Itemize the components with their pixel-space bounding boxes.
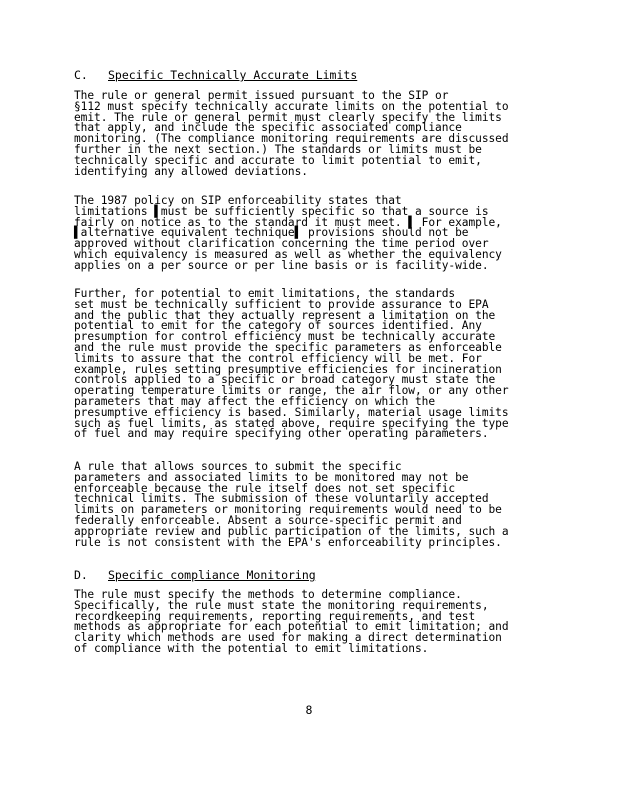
paragraph-c-1: The rule or general permit issued pursuant to the SIP or §112 must specify technically accurate limits on the potential to emit. The rule or general permit must clearly specify the limits that apply, and include the specific associated compliance monitoring. (The compliance monitoring requirements are discussed further in the next section.) The standards or limits must be technically specific and accurate to limit potential to emit, identifying any allowed deviations. <box>74 89 509 178</box>
section-c-heading <box>74 68 357 82</box>
section-d-heading <box>74 568 316 582</box>
page-number: 8 <box>305 703 313 717</box>
paragraph-c-4: A rule that allows sources to submit the specific parameters and associated limits to be monitored may not be enforceable because the rule itself does not set specific technical limits. The submission of these voluntarily accepted limits on parameters or monitoring requirements would need to be federally enforceable. Absent a source-specific permit and appropriate review and public participation of the limits, such a rule is not consistent with the EPA's enforceability principles. <box>74 460 509 549</box>
section-c-title: Specific Technically Accurate Limits <box>108 68 358 82</box>
section-d-letter: D. <box>74 568 88 582</box>
paragraph-d-1: The rule must specify the methods to determine compliance. Specifically, the rule must state the monitoring requirements, recordkeeping requirements, reporting requirements, and test methods as appropriate for each potential to emit limitation; and clarity which methods are used for making a direct determination of compliance with the potential to emit limitations. <box>74 588 509 655</box>
section-c-letter: C. <box>74 68 88 82</box>
paragraph-c-2: The 1987 policy on SIP enforceability states that limitations ▌must be sufficiently specific so that a source is fairly on notice as to the standard it must meet. ▌ For example, ▌alternative equivalent technique▌ provisions should not be approved without clarification concerning the time period over which equivalency is measured as well as whether the equivalency applies on a per source or per line basis or is facility-wide. <box>74 194 502 272</box>
paragraph-c-3: Further, for potential to emit limitations, the standards set must be technically sufficient to provide assurance to EPA and the public that they actually represent a limitation on the potential to emit for the category of sources identified. Any presumption for control efficiency must be technically accurate and the rule must provide the specific parameters as enforceable limits to assure that the control efficiency will be met. For example, rules setting presumptive efficiencies for incineration controls applied to a specific or broad category must state the operating temperature limits or range, the air flow, or any other parameters that may affect the efficiency on which the presumptive efficiency is based. Similarly, material usage limits such as fuel limits, as stated above, require specifying the type of fuel and may require specifying other operating parameters. <box>74 287 509 441</box>
section-d-title: Specific compliance Monitoring <box>108 568 316 582</box>
